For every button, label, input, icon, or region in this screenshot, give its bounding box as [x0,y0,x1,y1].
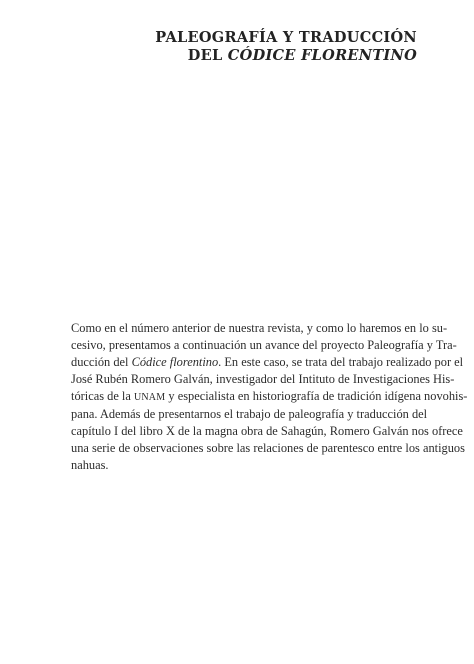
paragraph-line [71,354,464,371]
title-line-2 [155,47,417,65]
title-line-2-prefix: DEL [187,47,228,64]
codex-title-italic: Códice florentino [131,355,219,369]
paragraph-line [71,371,455,388]
line-text: José Rubén Romero Galván, investigador del Intituto de Investigaciones His- [71,372,455,386]
line-text: una serie de observaciones sobre las relaciones de parentesco entre los antiguos [71,441,465,455]
line-text: tóricas de la [71,389,134,403]
title-line-1: PALEOGRAFÍA Y TRADUCCIÓN [155,29,417,46]
intro-paragraph [71,320,468,474]
paragraph-line [71,406,428,423]
paragraph-line [71,337,457,354]
paragraph-line [71,423,463,440]
line-text: Como en el número anterior de nuestra revista, y como lo haremos en lo su- [71,321,448,335]
line-text: pana. Además de presentarnos el trabajo de paleografía y traducción del [71,407,428,421]
paragraph-line [71,388,468,406]
line-text: y especialista en historiografía de tradición idígena novohis- [165,389,468,403]
line-text: ducción del [71,355,132,369]
paragraph-line [71,320,448,337]
paragraph-line [71,440,465,457]
title-line-2-italic: CÓDICE FLORENTINO [227,47,417,64]
unam-abbreviation: UNAM [133,392,166,403]
paragraph-line [71,457,418,474]
line-text: nahuas. [71,458,109,472]
line-text: cesivo, presentamos a continuación un avance del proyecto Paleografía y Tra- [71,338,457,352]
section-title [155,29,417,65]
line-text: . En este caso, se trata del trabajo realizado por el [218,355,464,369]
line-text: capítulo I del libro X de la magna obra de Sahagún, Romero Galván nos ofrece [71,424,463,438]
